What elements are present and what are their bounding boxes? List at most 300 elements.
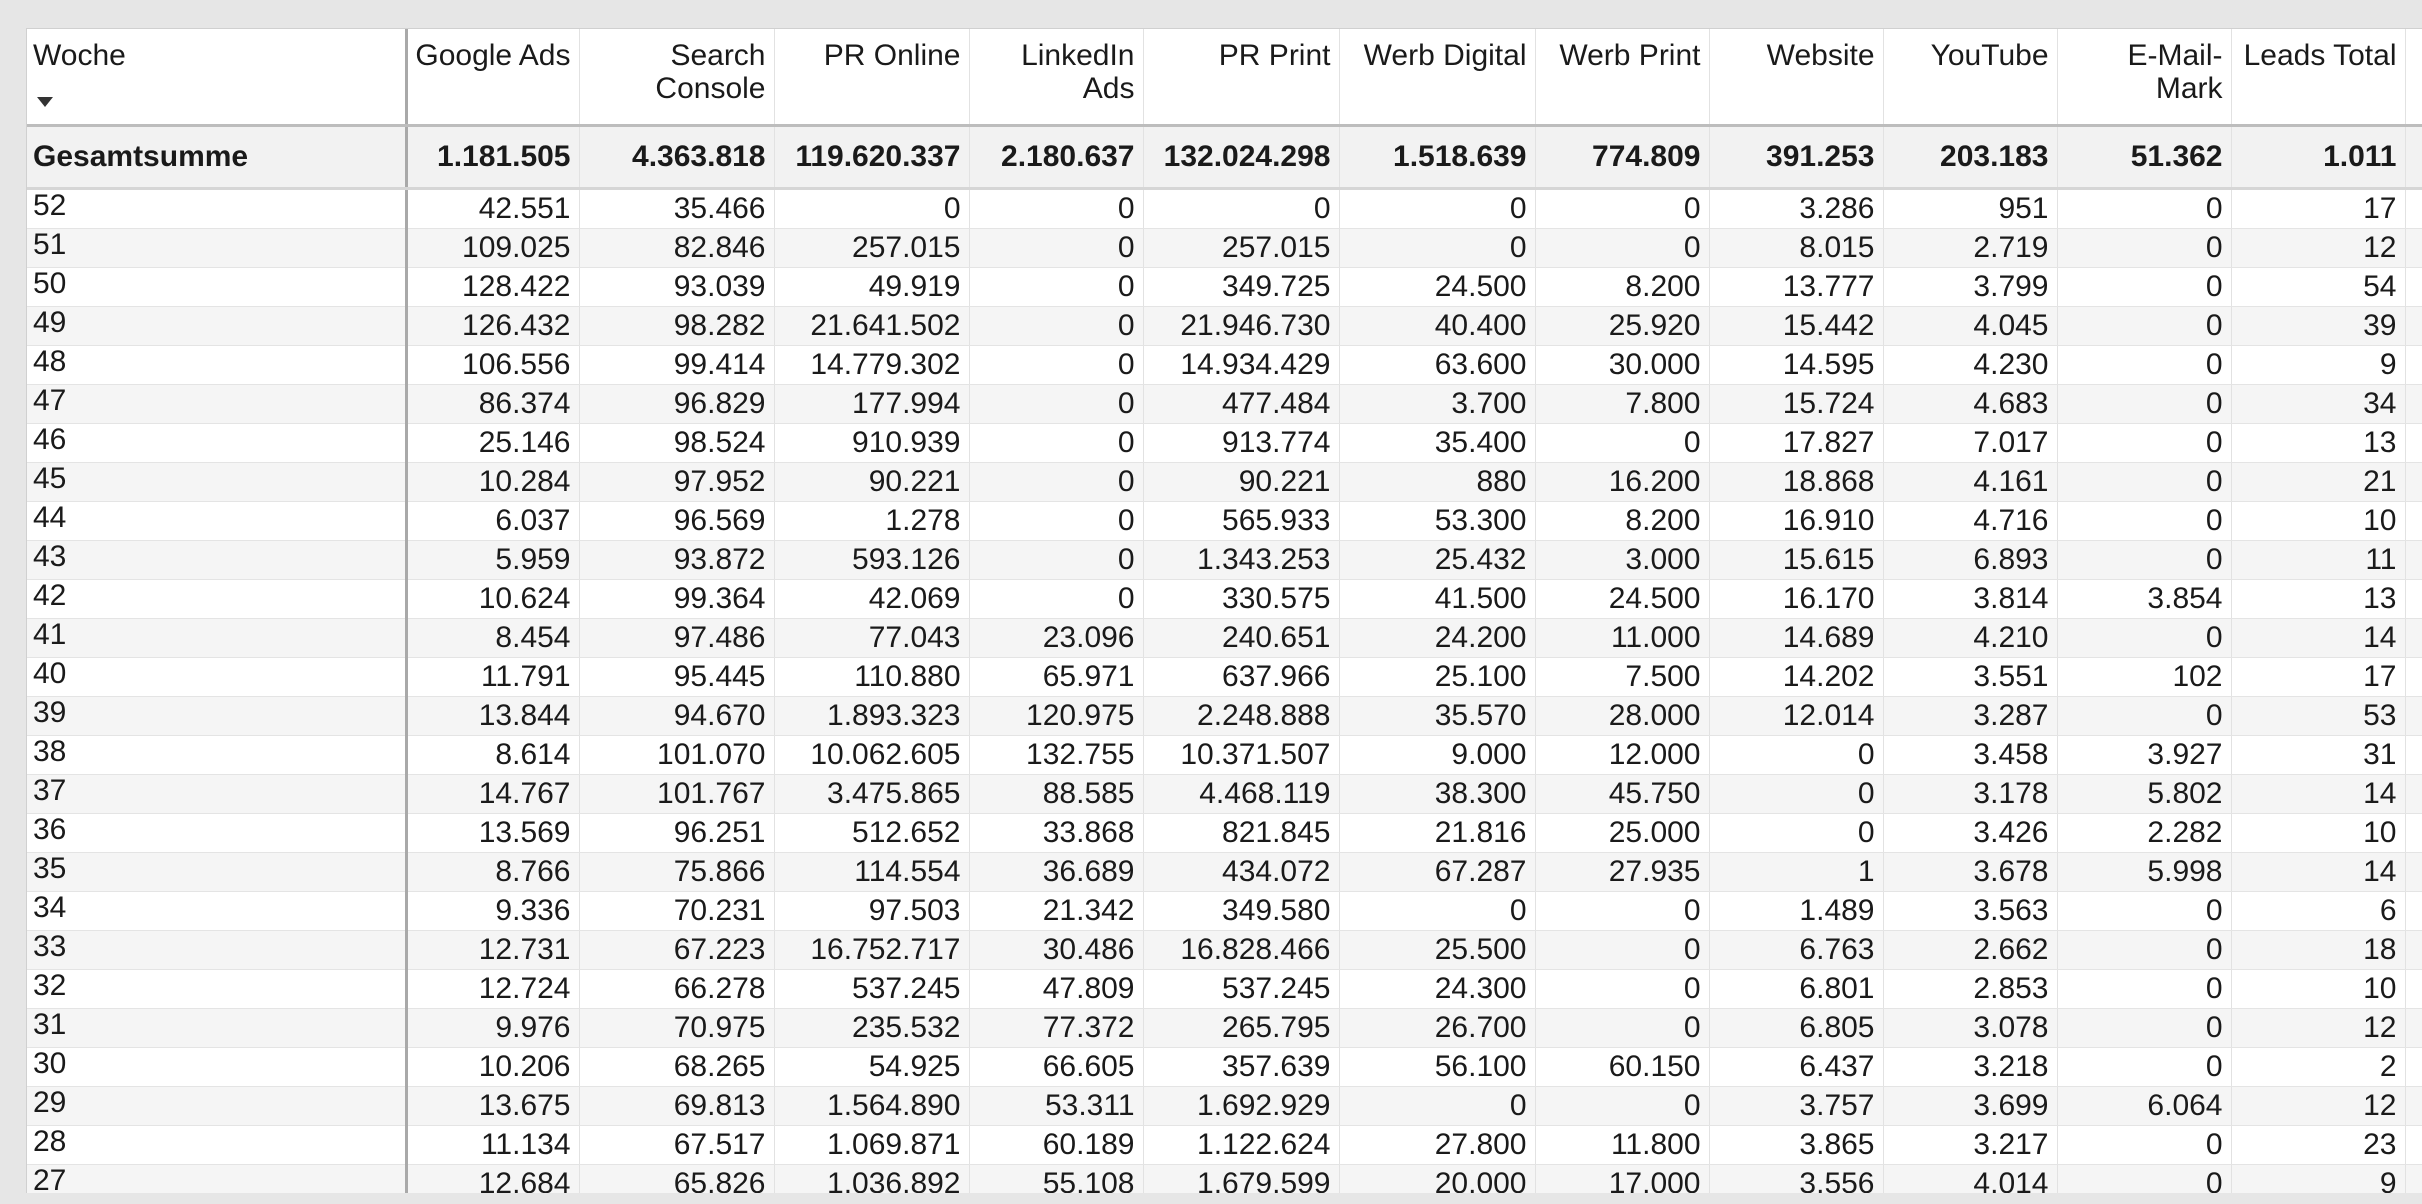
cell-website: 0 [1709,735,1883,774]
table-row[interactable] [27,735,2422,774]
cell-leads-total: 14 [2231,774,2405,813]
column-header-linkedin-ads[interactable] [969,29,1143,125]
cell-werb-digital: 35.570 [1339,696,1535,735]
cell-pr-print: 349.725 [1143,267,1339,306]
cell-website: 15.724 [1709,384,1883,423]
cell-search-console: 95.445 [579,657,774,696]
cell-e-mail-mark: 0 [2057,1047,2231,1086]
cell-e-mail-mark: 0 [2057,384,2231,423]
cell-youtube: 4.210 [1883,618,2057,657]
table-row[interactable] [27,891,2422,930]
row-label: 46 [27,423,406,462]
cell-e-mail-mark: 5.998 [2057,852,2231,891]
cell-google-ads: 12.731 [406,930,579,969]
table-row[interactable] [27,657,2422,696]
cell-werb-digital: 26.700 [1339,1008,1535,1047]
cell-leads-total: 9 [2231,1164,2405,1193]
cell-leads-total: 9 [2231,345,2405,384]
column-header-search-console[interactable] [579,29,774,125]
row-label: 47 [27,384,406,423]
column-header-werb-digital[interactable] [1339,29,1535,125]
cell-e-mail-mark: 0 [2057,696,2231,735]
pivot-table-view [26,28,2422,1193]
row-filler [2405,1086,2422,1125]
row-filler [2405,657,2422,696]
cell-google-ads: 13.675 [406,1086,579,1125]
row-label: 33 [27,930,406,969]
cell-youtube: 4.161 [1883,462,2057,501]
cell-pr-online: 3.475.865 [774,774,969,813]
cell-pr-print: 240.651 [1143,618,1339,657]
cell-pr-online: 1.893.323 [774,696,969,735]
header-row [27,29,2422,125]
table-row[interactable] [27,696,2422,735]
cell-website: 8.015 [1709,228,1883,267]
cell-e-mail-mark: 0 [2057,1125,2231,1164]
cell-google-ads: 10.624 [406,579,579,618]
cell-werb-print: 0 [1535,891,1709,930]
cell-search-console: 101.767 [579,774,774,813]
row-label: 43 [27,540,406,579]
cell-linkedin-ads: 60.189 [969,1125,1143,1164]
cell-website: 3.556 [1709,1164,1883,1193]
cell-search-console: 4.363.818 [579,125,774,188]
row-label: 50 [27,267,406,306]
cell-e-mail-mark: 0 [2057,228,2231,267]
cell-werb-digital: 1.518.639 [1339,125,1535,188]
cell-werb-digital: 35.400 [1339,423,1535,462]
cell-youtube: 3.078 [1883,1008,2057,1047]
table-row[interactable] [27,1086,2422,1125]
cell-werb-digital: 3.700 [1339,384,1535,423]
column-header-label: Ads [1082,72,1135,105]
cell-google-ads: 11.791 [406,657,579,696]
cell-pr-online: 537.245 [774,969,969,1008]
cell-website: 6.805 [1709,1008,1883,1047]
cell-google-ads: 126.432 [406,306,579,345]
cell-linkedin-ads: 2.180.637 [969,125,1143,188]
row-label: 27 [27,1164,406,1193]
cell-e-mail-mark: 3.854 [2057,579,2231,618]
table-row[interactable] [27,774,2422,813]
cell-werb-digital: 53.300 [1339,501,1535,540]
cell-e-mail-mark: 51.362 [2057,125,2231,188]
cell-leads-total: 54 [2231,267,2405,306]
cell-youtube: 3.678 [1883,852,2057,891]
table-row[interactable] [27,228,2422,267]
cell-pr-print: 330.575 [1143,579,1339,618]
table-row[interactable] [27,345,2422,384]
table-row[interactable] [27,1047,2422,1086]
cell-werb-print: 17.000 [1535,1164,1709,1193]
table-row[interactable] [27,852,2422,891]
table-row[interactable] [27,579,2422,618]
cell-e-mail-mark: 0 [2057,930,2231,969]
cell-google-ads: 13.844 [406,696,579,735]
cell-youtube: 951 [1883,188,2057,228]
cell-werb-print: 11.800 [1535,1125,1709,1164]
cell-werb-print: 60.150 [1535,1047,1709,1086]
cell-e-mail-mark: 6.064 [2057,1086,2231,1125]
column-header-label: E-Mail- [2127,39,2223,72]
cell-e-mail-mark: 0 [2057,891,2231,930]
cell-google-ads: 8.614 [406,735,579,774]
cell-werb-print: 28.000 [1535,696,1709,735]
cell-pr-print: 16.828.466 [1143,930,1339,969]
cell-website: 1 [1709,852,1883,891]
row-label: 32 [27,969,406,1008]
cell-pr-online: 119.620.337 [774,125,969,188]
cell-search-console: 82.846 [579,228,774,267]
row-filler [2405,384,2422,423]
cell-e-mail-mark: 0 [2057,540,2231,579]
cell-youtube: 3.699 [1883,1086,2057,1125]
row-filler [2405,125,2422,188]
cell-pr-print: 1.343.253 [1143,540,1339,579]
row-filler [2405,462,2422,501]
cell-e-mail-mark: 0 [2057,306,2231,345]
cell-youtube: 3.426 [1883,813,2057,852]
column-header-woche[interactable] [27,29,406,125]
column-header-website[interactable] [1709,29,1883,125]
row-filler [2405,228,2422,267]
cell-leads-total: 53 [2231,696,2405,735]
cell-pr-online: 177.994 [774,384,969,423]
cell-pr-online: 21.641.502 [774,306,969,345]
cell-pr-print: 4.468.119 [1143,774,1339,813]
cell-search-console: 75.866 [579,852,774,891]
cell-search-console: 65.826 [579,1164,774,1193]
cell-pr-online: 54.925 [774,1047,969,1086]
cell-e-mail-mark: 0 [2057,969,2231,1008]
cell-youtube: 6.893 [1883,540,2057,579]
cell-pr-online: 42.069 [774,579,969,618]
cell-pr-online: 235.532 [774,1008,969,1047]
cell-search-console: 70.231 [579,891,774,930]
cell-linkedin-ads: 30.486 [969,930,1143,969]
row-label: 37 [27,774,406,813]
cell-pr-print: 537.245 [1143,969,1339,1008]
cell-leads-total: 39 [2231,306,2405,345]
cell-werb-digital: 25.432 [1339,540,1535,579]
cell-werb-digital: 27.800 [1339,1125,1535,1164]
table-row[interactable] [27,501,2422,540]
row-filler [2405,345,2422,384]
cell-werb-print: 12.000 [1535,735,1709,774]
cell-werb-print: 11.000 [1535,618,1709,657]
cell-pr-print: 913.774 [1143,423,1339,462]
cell-werb-print: 8.200 [1535,501,1709,540]
row-label: 35 [27,852,406,891]
cell-google-ads: 9.976 [406,1008,579,1047]
cell-google-ads: 106.556 [406,345,579,384]
row-label: Gesamtsumme [27,125,406,188]
cell-werb-digital: 24.300 [1339,969,1535,1008]
cell-pr-online: 910.939 [774,423,969,462]
cell-search-console: 96.829 [579,384,774,423]
cell-e-mail-mark: 102 [2057,657,2231,696]
row-label: 28 [27,1125,406,1164]
cell-search-console: 97.952 [579,462,774,501]
cell-search-console: 97.486 [579,618,774,657]
cell-website: 3.757 [1709,1086,1883,1125]
row-filler [2405,423,2422,462]
cell-leads-total: 11 [2231,540,2405,579]
cell-pr-online: 1.564.890 [774,1086,969,1125]
cell-website: 3.865 [1709,1125,1883,1164]
cell-linkedin-ads: 0 [969,345,1143,384]
cell-pr-online: 0 [774,188,969,228]
row-filler [2405,813,2422,852]
column-header-label: Werb Digital [1363,39,1527,72]
cell-werb-digital: 21.816 [1339,813,1535,852]
cell-website: 6.437 [1709,1047,1883,1086]
cell-youtube: 2.719 [1883,228,2057,267]
cell-werb-print: 25.000 [1535,813,1709,852]
cell-linkedin-ads: 77.372 [969,1008,1143,1047]
column-header-pr-print[interactable] [1143,29,1339,125]
column-header-label: Search [670,39,766,72]
cell-pr-print: 1.679.599 [1143,1164,1339,1193]
column-header-pr-online[interactable] [774,29,969,125]
cell-werb-print: 3.000 [1535,540,1709,579]
cell-pr-online: 114.554 [774,852,969,891]
row-filler [2405,1125,2422,1164]
row-filler [2405,579,2422,618]
cell-pr-online: 49.919 [774,267,969,306]
cell-search-console: 94.670 [579,696,774,735]
cell-werb-digital: 0 [1339,188,1535,228]
cell-linkedin-ads: 132.755 [969,735,1143,774]
cell-google-ads: 13.569 [406,813,579,852]
table-row[interactable] [27,813,2422,852]
table-row[interactable] [27,384,2422,423]
cell-search-console: 68.265 [579,1047,774,1086]
cell-e-mail-mark: 3.927 [2057,735,2231,774]
cell-youtube: 2.853 [1883,969,2057,1008]
row-filler [2405,188,2422,228]
cell-pr-print: 349.580 [1143,891,1339,930]
cell-linkedin-ads: 0 [969,267,1143,306]
cell-google-ads: 128.422 [406,267,579,306]
cell-werb-print: 27.935 [1535,852,1709,891]
cell-website: 17.827 [1709,423,1883,462]
column-header-werb-print[interactable] [1535,29,1709,125]
column-header-youtube[interactable] [1883,29,2057,125]
table-row[interactable] [27,306,2422,345]
sort-descending-icon[interactable] [37,97,53,107]
row-filler [2405,618,2422,657]
cell-pr-print: 10.371.507 [1143,735,1339,774]
cell-leads-total: 13 [2231,579,2405,618]
cell-pr-print: 14.934.429 [1143,345,1339,384]
cell-search-console: 67.223 [579,930,774,969]
row-filler [2405,735,2422,774]
row-filler [2405,501,2422,540]
table-row[interactable] [27,618,2422,657]
cell-werb-print: 774.809 [1535,125,1709,188]
cell-pr-print: 1.122.624 [1143,1125,1339,1164]
cell-leads-total: 23 [2231,1125,2405,1164]
cell-pr-print: 90.221 [1143,462,1339,501]
cell-search-console: 98.524 [579,423,774,462]
cell-website: 18.868 [1709,462,1883,501]
cell-werb-print: 16.200 [1535,462,1709,501]
row-label: 34 [27,891,406,930]
column-header-label: Google Ads [415,39,571,72]
cell-youtube: 4.014 [1883,1164,2057,1193]
cell-linkedin-ads: 0 [969,423,1143,462]
cell-leads-total: 12 [2231,1008,2405,1047]
cell-werb-print: 24.500 [1535,579,1709,618]
cell-youtube: 2.662 [1883,930,2057,969]
cell-youtube: 203.183 [1883,125,2057,188]
row-filler [2405,267,2422,306]
cell-pr-print: 21.946.730 [1143,306,1339,345]
table-body [27,125,2422,1193]
cell-pr-online: 16.752.717 [774,930,969,969]
cell-werb-digital: 25.100 [1339,657,1535,696]
cell-youtube: 3.218 [1883,1047,2057,1086]
table-row[interactable] [27,540,2422,579]
table-row[interactable] [27,188,2422,228]
cell-google-ads: 5.959 [406,540,579,579]
cell-google-ads: 8.766 [406,852,579,891]
column-header-google-ads[interactable] [406,29,579,125]
column-header-e-mail-mark[interactable] [2057,29,2231,125]
cell-youtube: 7.017 [1883,423,2057,462]
cell-google-ads: 11.134 [406,1125,579,1164]
cell-pr-online: 1.069.871 [774,1125,969,1164]
cell-youtube: 3.551 [1883,657,2057,696]
cell-youtube: 4.716 [1883,501,2057,540]
cell-linkedin-ads: 0 [969,501,1143,540]
cell-leads-total: 13 [2231,423,2405,462]
cell-search-console: 96.569 [579,501,774,540]
cell-linkedin-ads: 0 [969,540,1143,579]
cell-pr-print: 132.024.298 [1143,125,1339,188]
cell-pr-online: 1.278 [774,501,969,540]
total-row[interactable] [27,125,2422,188]
cell-google-ads: 109.025 [406,228,579,267]
cell-e-mail-mark: 0 [2057,1008,2231,1047]
cell-leads-total: 14 [2231,852,2405,891]
cell-youtube: 3.217 [1883,1125,2057,1164]
table-row[interactable] [27,1125,2422,1164]
cell-e-mail-mark: 0 [2057,423,2231,462]
cell-leads-total: 10 [2231,501,2405,540]
column-header-label: Mark [2155,72,2223,105]
cell-linkedin-ads: 55.108 [969,1164,1143,1193]
row-label: 38 [27,735,406,774]
cell-pr-online: 97.503 [774,891,969,930]
cell-werb-digital: 0 [1339,228,1535,267]
cell-werb-digital: 41.500 [1339,579,1535,618]
cell-leads-total: 17 [2231,657,2405,696]
cell-werb-digital: 56.100 [1339,1047,1535,1086]
row-label: 30 [27,1047,406,1086]
cell-leads-total: 2 [2231,1047,2405,1086]
cell-youtube: 3.178 [1883,774,2057,813]
cell-werb-print: 0 [1535,188,1709,228]
cell-website: 16.910 [1709,501,1883,540]
cell-pr-print: 477.484 [1143,384,1339,423]
cell-website: 15.615 [1709,540,1883,579]
row-label: 49 [27,306,406,345]
table-row[interactable] [27,462,2422,501]
table-row[interactable] [27,1008,2422,1047]
cell-werb-digital: 24.500 [1339,267,1535,306]
cell-website: 13.777 [1709,267,1883,306]
cell-linkedin-ads: 21.342 [969,891,1143,930]
table-row[interactable] [27,930,2422,969]
cell-linkedin-ads: 53.311 [969,1086,1143,1125]
column-header-label: LinkedIn [1021,39,1135,72]
cell-pr-online: 14.779.302 [774,345,969,384]
row-filler [2405,1008,2422,1047]
cell-pr-print: 257.015 [1143,228,1339,267]
column-header-label: Website [1766,39,1875,72]
cell-pr-print: 357.639 [1143,1047,1339,1086]
table-row[interactable] [27,1164,2422,1193]
row-filler [2405,930,2422,969]
row-label: 39 [27,696,406,735]
cell-search-console: 93.039 [579,267,774,306]
column-header-leads-total[interactable] [2231,29,2405,125]
cell-linkedin-ads: 0 [969,384,1143,423]
cell-leads-total: 10 [2231,969,2405,1008]
cell-website: 12.014 [1709,696,1883,735]
cell-werb-print: 0 [1535,969,1709,1008]
cell-website: 6.801 [1709,969,1883,1008]
row-filler [2405,1047,2422,1086]
cell-werb-print: 25.920 [1535,306,1709,345]
cell-werb-digital: 67.287 [1339,852,1535,891]
cell-e-mail-mark: 0 [2057,345,2231,384]
cell-werb-digital: 0 [1339,1086,1535,1125]
row-label: 36 [27,813,406,852]
table-row[interactable] [27,267,2422,306]
cell-search-console: 93.872 [579,540,774,579]
cell-werb-digital: 880 [1339,462,1535,501]
cell-e-mail-mark: 5.802 [2057,774,2231,813]
table-row[interactable] [27,423,2422,462]
cell-pr-online: 593.126 [774,540,969,579]
row-label: 52 [27,188,406,228]
cell-linkedin-ads: 0 [969,306,1143,345]
row-filler [2405,540,2422,579]
cell-e-mail-mark: 0 [2057,501,2231,540]
cell-linkedin-ads: 0 [969,579,1143,618]
column-header-label: Woche [33,39,126,72]
cell-website: 14.595 [1709,345,1883,384]
cell-linkedin-ads: 0 [969,228,1143,267]
row-filler [2405,969,2422,1008]
row-label: 29 [27,1086,406,1125]
cell-e-mail-mark: 0 [2057,188,2231,228]
cell-pr-online: 512.652 [774,813,969,852]
cell-pr-online: 10.062.605 [774,735,969,774]
column-header-label: PR Print [1218,39,1331,72]
cell-google-ads: 6.037 [406,501,579,540]
cell-search-console: 66.278 [579,969,774,1008]
cell-pr-online: 90.221 [774,462,969,501]
cell-website: 14.202 [1709,657,1883,696]
cell-website: 6.763 [1709,930,1883,969]
row-label: 48 [27,345,406,384]
table-row[interactable] [27,969,2422,1008]
cell-werb-digital: 0 [1339,891,1535,930]
